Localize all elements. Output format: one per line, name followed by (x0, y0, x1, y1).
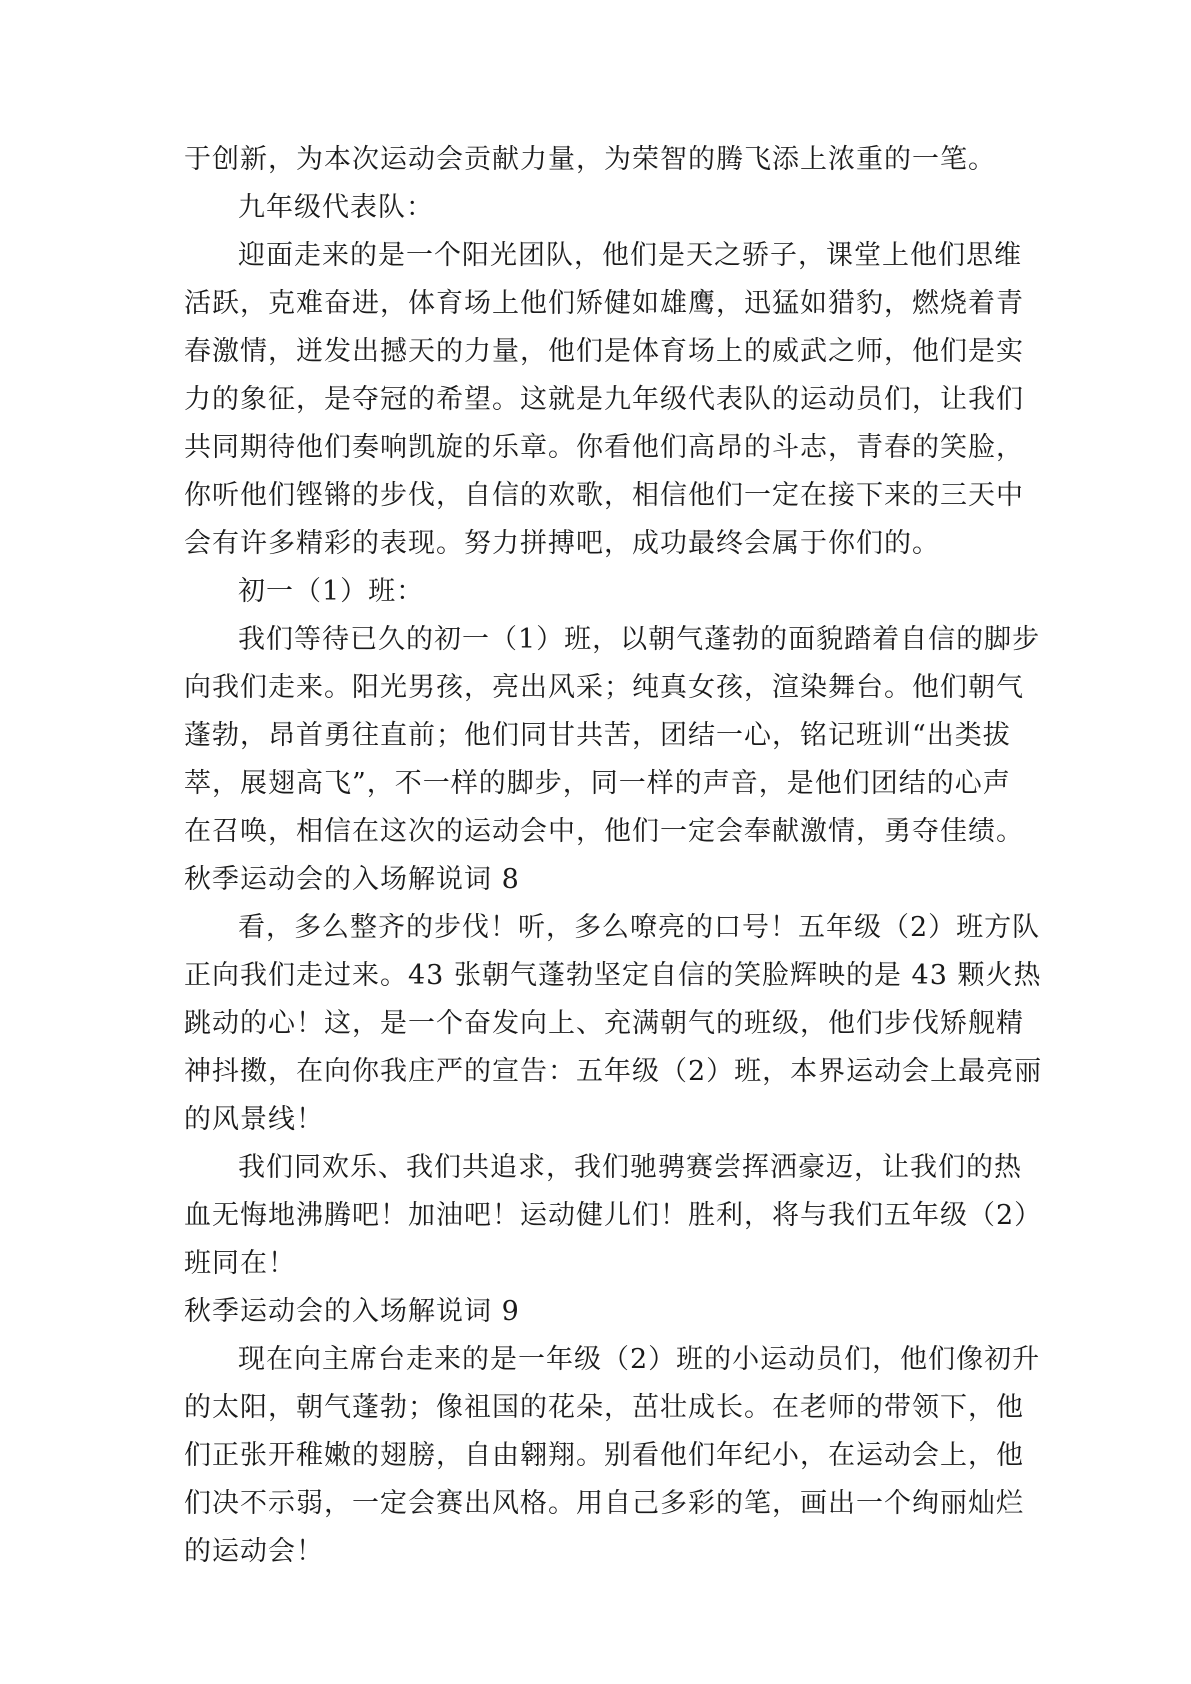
text-line: 现在向主席台走来的是一年级（2）班的小运动员们，他们像初升 (238, 1344, 1041, 1375)
text-line: 你听他们铿锵的步伐，自信的欢歌，相信他们一定在接下来的三天中 (184, 480, 1024, 511)
text-line: 向我们走来。阳光男孩，亮出风采；纯真女孩，渲染舞台。他们朝气 (184, 672, 1024, 703)
text-line: 在召唤，相信在这次的运动会中，他们一定会奉献激情，勇夺佳绩。 (184, 816, 1024, 847)
text-line: 跳动的心！这，是一个奋发向上、充满朝气的班级，他们步伐矫舰精 (184, 1008, 1024, 1039)
text-line: 共同期待他们奏响凯旋的乐章。你看他们高昂的斗志，青春的笑脸， (184, 432, 1024, 463)
text-line: 血无悔地沸腾吧！加油吧！运动健儿们！胜利，将与我们五年级（2） (184, 1200, 1043, 1231)
section-heading: 秋季运动会的入场解说词 9 (184, 1296, 520, 1327)
text-line: 的风景线！ (184, 1104, 324, 1135)
text-line: 看，多么整齐的步伐！听，多么嘹亮的口号！五年级（2）班方队 (238, 912, 1041, 943)
text-line: 正向我们走过来。43 张朝气蓬勃坚定自信的笑脸辉映的是 43 颗火热 (184, 960, 1042, 991)
text-line: 蓬勃，昂首勇往直前；他们同甘共苦，团结一心，铭记班训“出类拔 (184, 720, 1011, 751)
text-line: 的太阳，朝气蓬勃；像祖国的花朵，茁壮成长。在老师的带领下，他 (184, 1392, 1024, 1423)
text-line: 会有许多精彩的表现。努力拼搏吧，成功最终会属于你们的。 (184, 528, 940, 559)
text-line: 的运动会！ (184, 1536, 324, 1567)
section-label: 初一（1）班： (238, 576, 425, 607)
text-line: 神抖擞，在向你我庄严的宣告：五年级（2）班，本界运动会上最亮丽 (184, 1056, 1043, 1087)
text-line: 活跃，克难奋进，体育场上他们矫健如雄鹰，迅猛如猎豹，燃烧着青 (184, 288, 1024, 319)
text-line: 我们等待已久的初一（1）班，以朝气蓬勃的面貌踏着自信的脚步 (238, 624, 1041, 655)
text-line: 春激情，迸发出撼天的力量，他们是体育场上的威武之师，他们是实 (184, 336, 1024, 367)
text-line: 我们同欢乐、我们共追求，我们驰骋赛尝挥洒豪迈，让我们的热 (238, 1152, 1022, 1183)
section-heading: 秋季运动会的入场解说词 8 (184, 864, 520, 895)
text-line: 们正张开稚嫩的翅膀，自由翱翔。别看他们年纪小，在运动会上，他 (184, 1440, 1024, 1471)
text-line: 班同在！ (184, 1248, 296, 1279)
text-line: 于创新，为本次运动会贡献力量，为荣智的腾飞添上浓重的一笔。 (184, 144, 996, 175)
document-body (184, 136, 1043, 1576)
text-line: 迎面走来的是一个阳光团队，他们是天之骄子，课堂上他们思维 (238, 240, 1022, 271)
text-line: 们决不示弱，一定会赛出风格。用自己多彩的笔，画出一个绚丽灿烂 (184, 1488, 1024, 1519)
section-label: 九年级代表队： (238, 192, 434, 223)
text-line: 萃，展翅高飞”，不一样的脚步，同一样的声音，是他们团结的心声 (184, 768, 1011, 799)
text-line: 力的象征，是夺冠的希望。这就是九年级代表队的运动员们，让我们 (184, 384, 1024, 415)
